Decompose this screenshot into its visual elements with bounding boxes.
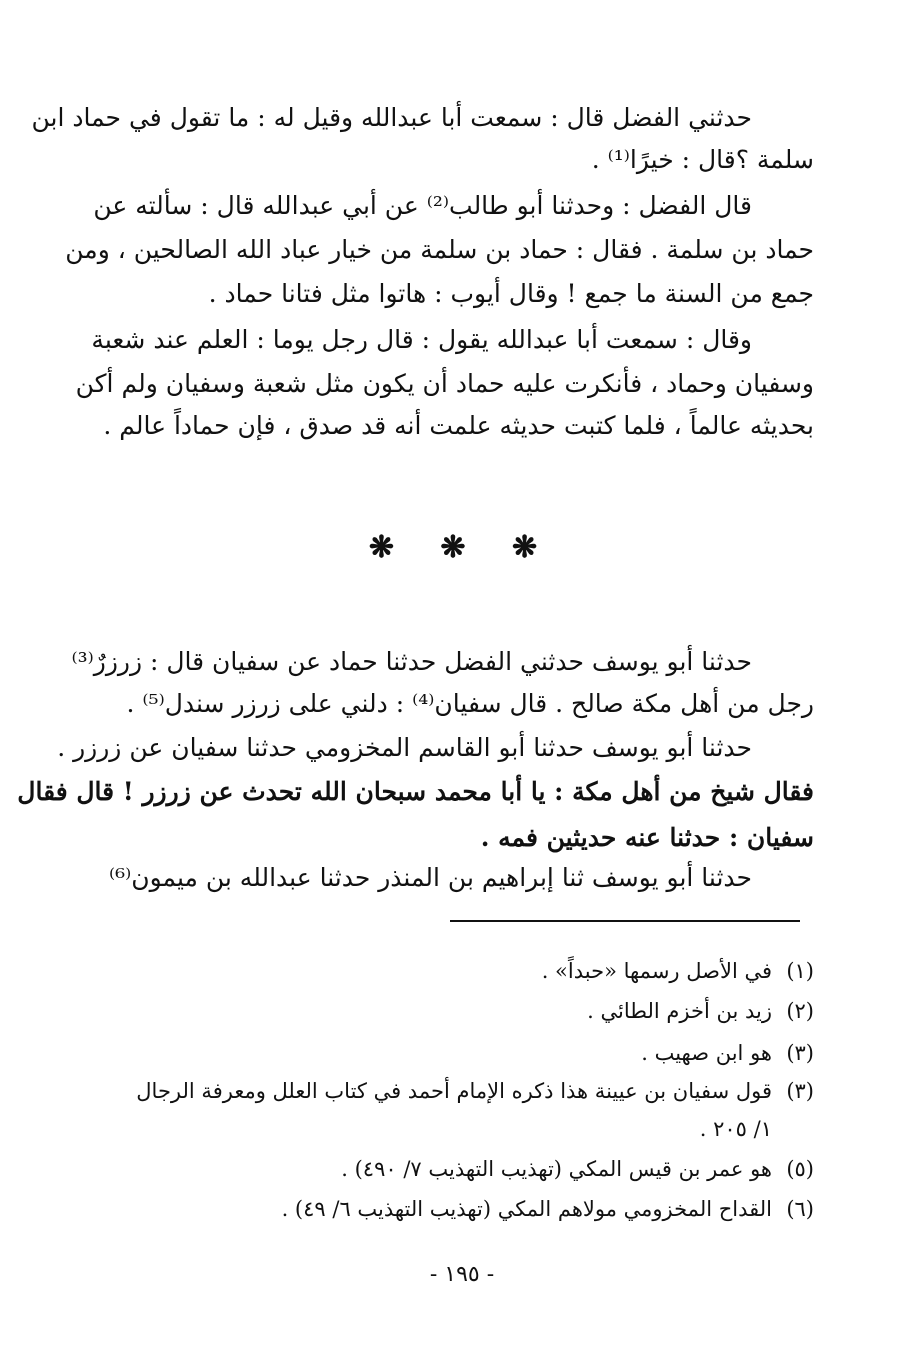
footnote-text: زيد بن أخزم الطائي .: [587, 999, 772, 1023]
footnote-text: هو عمر بن قيس المكي (تهذيب التهذيب ٧/ ٤٩٠) .: [341, 1157, 772, 1181]
footnote-text: في الأصل رسمها «حبداً» .: [541, 959, 772, 983]
text-line: جمع من السنة ما جمع ! وقال أيوب : هاتوا مثل فتانا حماد .: [208, 279, 814, 308]
text-line: وقال : سمعت أبا عبدالله يقول : قال رجل يوما : العلم عند شعبة: [91, 325, 752, 354]
footnote: [94, 1034, 814, 1072]
text-line: حدثنا أبو يوسف حدثني الفضل حدثنا حماد عن سفيان قال : زرزرٌ⁽³⁾: [71, 647, 752, 676]
footnote-text: ١/ ٢٠٥ .: [699, 1117, 772, 1141]
text-line: فقال شيخ من أهل مكة : يا أبا محمد سبحان الله تحدث عن زرزر ! قال فقال: [17, 777, 814, 806]
footnote: [94, 952, 814, 990]
footnote-divider: [450, 920, 800, 922]
footnote-number: (٥): [786, 1157, 814, 1181]
footnote-number: (٦): [786, 1197, 814, 1221]
text-line: وسفيان وحماد ، فأنكرت عليه حماد أن يكون مثل شعبة وسفيان ولم أكن: [75, 369, 814, 398]
footnote-text: القداح المخزومي مولاهم المكي (تهذيب التهذيب ٦/ ٤٩) .: [281, 1197, 772, 1221]
text-line: حدثنا أبو يوسف حدثنا أبو القاسم المخزومي حدثنا سفيان عن زرزر .: [57, 733, 752, 762]
footnote-number: (٢): [786, 999, 814, 1023]
footnote-text: هو ابن صهيب .: [641, 1041, 772, 1065]
text-line: رجل من أهل مكة صالح . قال سفيان⁽⁴⁾ : دلني على زرزر سندل⁽⁵⁾ .: [126, 689, 814, 718]
section-separator: ❋ ❋ ❋: [368, 530, 556, 565]
text-line: سفيان : حدثنا عنه حديثين فمه .: [480, 823, 814, 852]
footnote-number: (١): [786, 959, 814, 983]
page-number: - ١٩٥ -: [429, 1262, 495, 1287]
footnote: [94, 1072, 814, 1110]
footnote-text: قول سفيان بن عيينة هذا ذكره الإمام أحمد في كتاب العلل ومعرفة الرجال: [136, 1079, 772, 1103]
text-line: بحديثه عالماً ، فلما كتبت حديثه علمت أنه قد صدق ، فإن حماداً عالم .: [103, 411, 814, 440]
footnote: [94, 1190, 814, 1228]
text-line: قال الفضل : وحدثنا أبو طالب⁽²⁾ عن أبي عبدالله قال : سألته عن: [93, 191, 752, 220]
footnote: [94, 1150, 814, 1188]
text-line: سلمة ؟قال : خيرًا⁽¹⁾ .: [591, 145, 814, 174]
footnote-continuation: [94, 1110, 814, 1148]
text-line: حماد بن سلمة . فقال : حماد بن سلمة من خيار عباد الله الصالحين ، ومن: [65, 235, 814, 264]
footnote-number: (٣): [786, 1079, 814, 1103]
text-line: حدثنا أبو يوسف ثنا إبراهيم بن المنذر حدثنا عبدالله بن ميمون⁽⁶⁾: [108, 863, 752, 892]
text-line: حدثني الفضل قال : سمعت أبا عبدالله وقيل له : ما تقول في حماد ابن: [31, 103, 752, 132]
footnote-number: (٣): [786, 1041, 814, 1065]
footnote: [94, 992, 814, 1030]
